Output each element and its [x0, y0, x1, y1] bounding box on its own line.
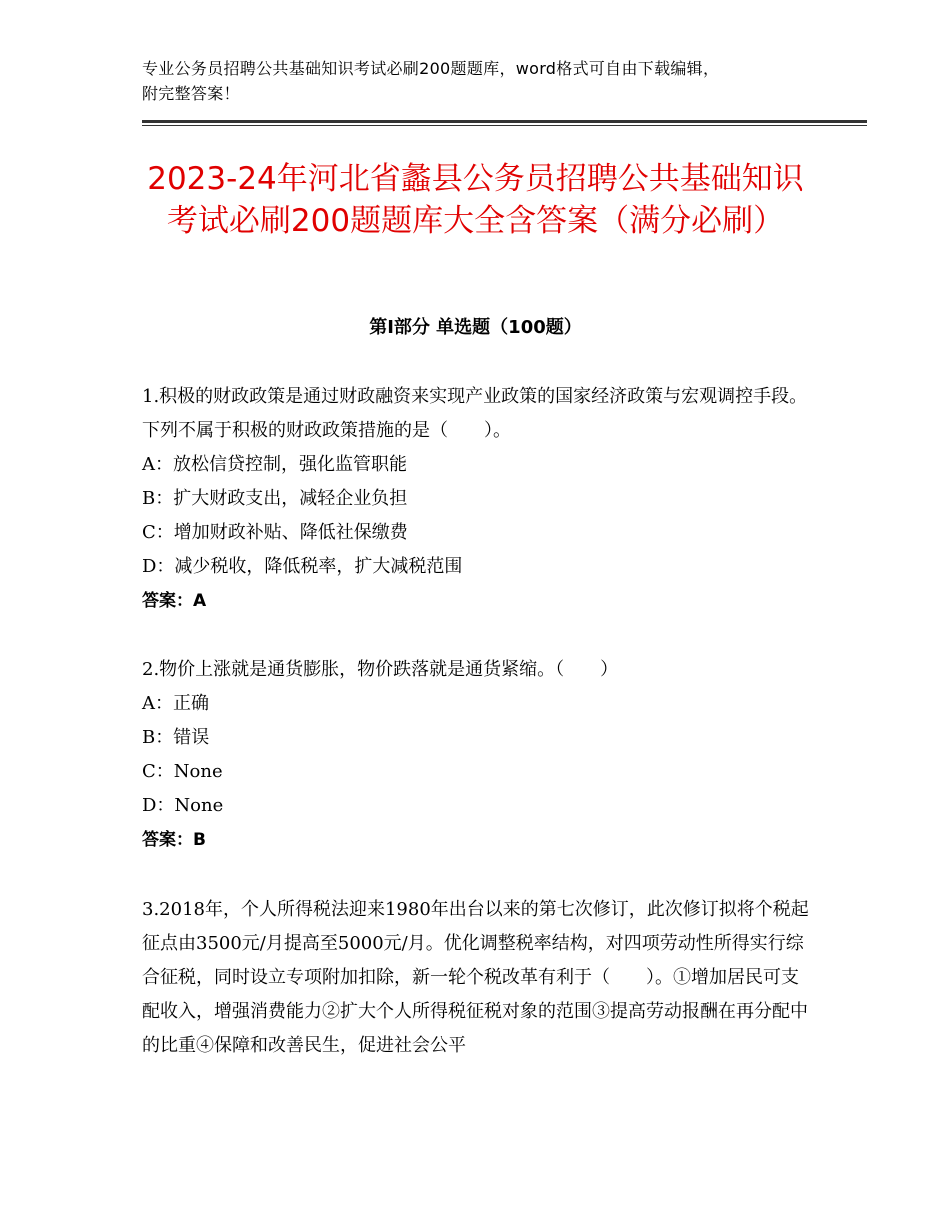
document-title: 2023-24年河北省蠡县公务员招聘公共基础知识考试必刷200题题库大全含答案（满分必刷） [147, 161, 804, 239]
option-c: C：None [142, 761, 223, 782]
header-rule-thin [142, 125, 867, 126]
option-b: B：扩大财政支出，减轻企业负担 [142, 488, 408, 509]
answer: 答案：A [142, 591, 207, 611]
question-2 [142, 653, 809, 857]
header-note-line-1: 专业公务员招聘公共基础知识考试必刷200题题库，word格式可自由下载编辑， [142, 59, 720, 78]
option-a: A：正确 [142, 693, 209, 714]
option-a: A：放松信贷控制，强化监管职能 [142, 454, 407, 475]
answer: 答案：B [142, 830, 206, 850]
header-note [142, 56, 822, 106]
option-b: B：错误 [142, 727, 210, 748]
question-stem: 3.2018年，个人所得税法迎来1980年出台以来的第七次修订，此次修订拟将个税起征点由3500元/月提高至5000元/月。优化调整税率结构，对四项劳动性所得实行综合征税，同时设立专项附加扣除，新一轮个税改革有利于（ ）。①增加居民可支配收入，增强消费能力②扩大个人所得税征税对象的范围③提高劳动报酬在再分配中的比重④保障和改善民生，促进社会公平 [142, 899, 809, 1056]
section-title: 第Ⅰ部分 单选题（100题） [369, 317, 582, 338]
option-d: D：减少税收，降低税率，扩大减税范围 [142, 556, 463, 577]
question-stem: 1.积极的财政政策是通过财政融资来实现产业政策的国家经济政策与宏观调控手段。下列不属于积极的财政政策措施的是（ ）。 [142, 386, 808, 441]
option-c: C：增加财政补贴、降低社保缴费 [142, 522, 408, 543]
question-3 [142, 893, 809, 1063]
question-stem: 2.物价上涨就是通货膨胀，物价跌落就是通货紧缩。（ ） [142, 659, 619, 680]
question-1 [142, 380, 809, 618]
header-note-line-2: 附完整答案！ [142, 84, 240, 103]
option-d: D：None [142, 795, 224, 816]
header-rule-thick [142, 120, 867, 123]
